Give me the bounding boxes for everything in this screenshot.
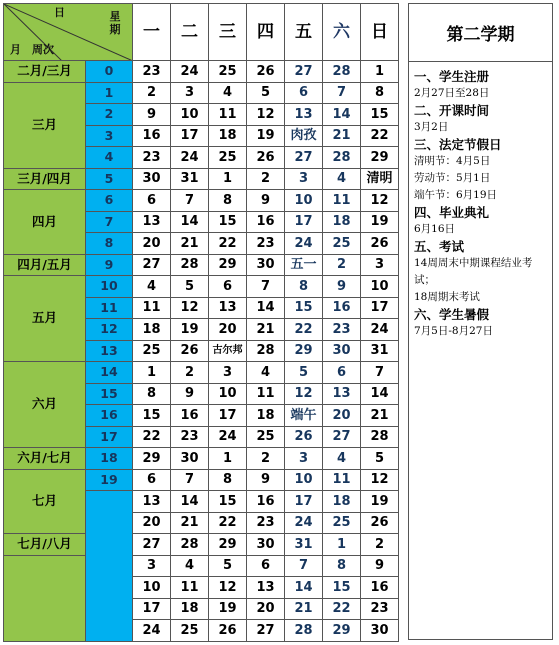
date-cell: 10: [285, 469, 323, 491]
date-cell: 31: [171, 168, 209, 190]
date-cell: 14: [323, 104, 361, 126]
date-cell: 27: [247, 620, 285, 642]
date-cell: 8: [323, 555, 361, 577]
date-cell: 21: [361, 405, 399, 427]
date-cell: 25: [133, 340, 171, 362]
week-number: 10: [86, 276, 133, 298]
holiday-cell: 端午: [285, 405, 323, 427]
date-cell: 13: [209, 297, 247, 319]
date-cell: 30: [247, 254, 285, 276]
date-cell: 6: [133, 469, 171, 491]
date-cell: 26: [361, 512, 399, 534]
date-cell: 5: [361, 448, 399, 470]
semester-notes: [409, 62, 552, 340]
note-heading: 四、毕业典礼: [414, 205, 490, 220]
date-cell: 9: [323, 276, 361, 298]
date-cell: 4: [323, 448, 361, 470]
date-cell: 2: [361, 534, 399, 556]
date-cell: 18: [323, 491, 361, 513]
date-cell: 16: [247, 211, 285, 233]
date-cell: 25: [247, 426, 285, 448]
weekday-wed: 三: [209, 4, 247, 61]
week-number: 0: [86, 61, 133, 83]
date-cell: 6: [285, 82, 323, 104]
date-cell: 15: [361, 104, 399, 126]
date-cell: 24: [171, 147, 209, 169]
date-cell: 18: [133, 319, 171, 341]
date-cell: 22: [323, 598, 361, 620]
date-cell: 1: [209, 168, 247, 190]
week-number: 9: [86, 254, 133, 276]
date-cell: 30: [171, 448, 209, 470]
date-cell: 29: [323, 620, 361, 642]
date-cell: 24: [133, 620, 171, 642]
date-cell: 25: [171, 620, 209, 642]
date-cell: 24: [285, 233, 323, 255]
date-cell: 8: [133, 383, 171, 405]
date-cell: 20: [209, 319, 247, 341]
date-cell: 24: [171, 61, 209, 83]
date-cell: 9: [247, 190, 285, 212]
month-label: 二月/三月: [4, 61, 86, 83]
date-cell: 1: [361, 61, 399, 83]
week-row: [4, 469, 399, 491]
date-cell: 27: [285, 147, 323, 169]
date-cell: 7: [361, 362, 399, 384]
date-cell: 29: [209, 534, 247, 556]
date-cell: 26: [247, 147, 285, 169]
month-label: [4, 555, 86, 641]
week-row: [4, 555, 399, 577]
note-line: 2月27日至28日: [414, 87, 490, 99]
week-number: [86, 491, 133, 642]
date-cell: 4: [133, 276, 171, 298]
date-cell: 2: [247, 168, 285, 190]
date-cell: 27: [323, 426, 361, 448]
date-cell: 10: [361, 276, 399, 298]
date-cell: 17: [285, 211, 323, 233]
note-line: 14周周末中期课程结业考试；: [414, 257, 533, 286]
holiday-cell: 肉孜: [285, 125, 323, 147]
weekday-thu: 四: [247, 4, 285, 61]
month-label: 四月: [4, 190, 86, 255]
date-cell: 5: [285, 362, 323, 384]
date-cell: 23: [171, 426, 209, 448]
date-cell: 15: [323, 577, 361, 599]
corner-weekday-label: 星期: [109, 10, 121, 36]
date-cell: 18: [209, 125, 247, 147]
note-line: 劳动节：5月1日: [414, 172, 491, 184]
month-label: 三月: [4, 82, 86, 168]
date-cell: 29: [285, 340, 323, 362]
week-row: [4, 190, 399, 212]
date-cell: 13: [247, 577, 285, 599]
date-cell: 10: [171, 104, 209, 126]
date-cell: 31: [361, 340, 399, 362]
date-cell: 11: [133, 297, 171, 319]
date-cell: 13: [323, 383, 361, 405]
date-cell: 19: [209, 598, 247, 620]
date-cell: 7: [171, 190, 209, 212]
month-label: 七月: [4, 469, 86, 534]
date-cell: 17: [133, 598, 171, 620]
week-number: 4: [86, 147, 133, 169]
date-cell: 3: [171, 82, 209, 104]
note-heading: 三、法定节假日: [414, 137, 502, 152]
date-cell: 12: [171, 297, 209, 319]
date-cell: 29: [209, 254, 247, 276]
date-cell: 26: [171, 340, 209, 362]
week-row: [4, 254, 399, 276]
date-cell: 7: [171, 469, 209, 491]
date-cell: 8: [209, 469, 247, 491]
date-cell: 3: [361, 254, 399, 276]
date-cell: 26: [247, 61, 285, 83]
date-cell: 6: [323, 362, 361, 384]
date-cell: 21: [285, 598, 323, 620]
date-cell: 16: [247, 491, 285, 513]
date-cell: 14: [361, 383, 399, 405]
week-row: [4, 362, 399, 384]
date-cell: 9: [171, 383, 209, 405]
date-cell: 22: [133, 426, 171, 448]
date-cell: 10: [209, 383, 247, 405]
week-row: [4, 168, 399, 190]
date-cell: 13: [133, 491, 171, 513]
date-cell: 13: [133, 211, 171, 233]
date-cell: 12: [361, 469, 399, 491]
date-cell: 23: [133, 61, 171, 83]
date-cell: 1: [133, 362, 171, 384]
date-cell: 19: [361, 491, 399, 513]
note-line: 7月5日-8月27日: [414, 325, 493, 337]
note-heading: 五、考试: [414, 239, 465, 254]
date-cell: 21: [247, 319, 285, 341]
date-cell: 20: [133, 233, 171, 255]
week-number: 3: [86, 125, 133, 147]
date-cell: 30: [247, 534, 285, 556]
date-cell: 20: [323, 405, 361, 427]
date-cell: 18: [323, 211, 361, 233]
date-cell: 14: [171, 211, 209, 233]
date-cell: 14: [285, 577, 323, 599]
date-cell: 16: [171, 405, 209, 427]
date-cell: 12: [285, 383, 323, 405]
date-cell: 28: [171, 534, 209, 556]
date-cell: 16: [361, 577, 399, 599]
week-row: [4, 82, 399, 104]
corner-day-label: 日: [54, 6, 65, 19]
date-cell: 3: [209, 362, 247, 384]
note-heading: 六、学生暑假: [414, 307, 490, 322]
date-cell: 24: [209, 426, 247, 448]
date-cell: 18: [247, 405, 285, 427]
date-cell: 6: [247, 555, 285, 577]
date-cell: 10: [285, 190, 323, 212]
date-cell: 7: [285, 555, 323, 577]
date-cell: 17: [209, 405, 247, 427]
date-cell: 28: [171, 254, 209, 276]
date-cell: 22: [285, 319, 323, 341]
date-cell: 6: [133, 190, 171, 212]
date-cell: 15: [133, 405, 171, 427]
date-cell: 18: [171, 598, 209, 620]
date-cell: 21: [323, 125, 361, 147]
date-cell: 12: [361, 190, 399, 212]
corner-month-label: 月: [10, 43, 21, 56]
note-heading: 二、开课时间: [414, 103, 490, 118]
date-cell: 17: [361, 297, 399, 319]
note-line: 6月16日: [414, 223, 456, 235]
date-cell: 2: [323, 254, 361, 276]
date-cell: 28: [285, 620, 323, 642]
date-cell: 27: [133, 534, 171, 556]
date-cell: 30: [361, 620, 399, 642]
week-number: 6: [86, 190, 133, 212]
date-cell: 4: [209, 82, 247, 104]
week-number: 8: [86, 233, 133, 255]
note-line: 18周期末考试: [414, 291, 480, 303]
week-row: [4, 448, 399, 470]
date-cell: 17: [285, 491, 323, 513]
date-cell: 9: [133, 104, 171, 126]
week-row: [4, 534, 399, 556]
date-cell: 12: [209, 577, 247, 599]
weekday-tue: 二: [171, 4, 209, 61]
date-cell: 26: [209, 620, 247, 642]
date-cell: 29: [133, 448, 171, 470]
date-cell: 5: [209, 555, 247, 577]
date-cell: 28: [247, 340, 285, 362]
date-cell: 1: [323, 534, 361, 556]
holiday-cell: 五一: [285, 254, 323, 276]
week-number: 16: [86, 405, 133, 427]
date-cell: 11: [247, 383, 285, 405]
date-cell: 26: [285, 426, 323, 448]
date-cell: 22: [209, 233, 247, 255]
date-cell: 6: [209, 276, 247, 298]
date-cell: 14: [247, 297, 285, 319]
date-cell: 30: [133, 168, 171, 190]
date-cell: 3: [133, 555, 171, 577]
month-label: 六月/七月: [4, 448, 86, 470]
week-number: 14: [86, 362, 133, 384]
date-cell: 4: [247, 362, 285, 384]
date-cell: 25: [209, 147, 247, 169]
date-cell: 30: [323, 340, 361, 362]
week-number: 11: [86, 297, 133, 319]
weekday-mon: 一: [133, 4, 171, 61]
date-cell: 22: [209, 512, 247, 534]
date-cell: 23: [247, 233, 285, 255]
week-number: 1: [86, 82, 133, 104]
date-cell: 23: [133, 147, 171, 169]
date-cell: 8: [285, 276, 323, 298]
month-label: 六月: [4, 362, 86, 448]
date-cell: 27: [133, 254, 171, 276]
week-row: [4, 61, 399, 83]
date-cell: 1: [209, 448, 247, 470]
date-cell: 23: [361, 598, 399, 620]
week-number: 12: [86, 319, 133, 341]
date-cell: 5: [247, 82, 285, 104]
date-cell: 4: [323, 168, 361, 190]
date-cell: 22: [361, 125, 399, 147]
month-label: 五月: [4, 276, 86, 362]
date-cell: 17: [171, 125, 209, 147]
corner-week-number-label: 周次: [32, 43, 54, 56]
week-number: 7: [86, 211, 133, 233]
date-cell: 23: [323, 319, 361, 341]
date-cell: 23: [247, 512, 285, 534]
date-cell: 29: [361, 147, 399, 169]
note-line: 清明节：4月5日: [414, 155, 491, 167]
date-cell: 19: [361, 211, 399, 233]
weekday-fri: 五: [285, 4, 323, 61]
date-cell: 9: [361, 555, 399, 577]
date-cell: 11: [323, 469, 361, 491]
date-cell: 16: [323, 297, 361, 319]
date-cell: 13: [285, 104, 323, 126]
date-cell: 28: [323, 147, 361, 169]
month-label: 七月/八月: [4, 534, 86, 556]
date-cell: 15: [285, 297, 323, 319]
holiday-cell: 古尔邦: [209, 340, 247, 362]
date-cell: 15: [209, 211, 247, 233]
semester-title: 第二学期: [409, 4, 552, 62]
calendar-table: [3, 3, 399, 642]
month-label: 四月/五月: [4, 254, 86, 276]
note-heading: 一、学生注册: [414, 69, 490, 84]
date-cell: 8: [209, 190, 247, 212]
week-row: [4, 276, 399, 298]
date-cell: 27: [285, 61, 323, 83]
date-cell: 28: [361, 426, 399, 448]
date-cell: 7: [323, 82, 361, 104]
week-number: 5: [86, 168, 133, 190]
date-cell: 24: [285, 512, 323, 534]
date-cell: 16: [133, 125, 171, 147]
note-line: 端午节：6月19日: [414, 189, 498, 201]
week-number: 18: [86, 448, 133, 470]
week-number: 17: [86, 426, 133, 448]
date-cell: 15: [209, 491, 247, 513]
date-cell: 19: [247, 125, 285, 147]
date-cell: 19: [171, 319, 209, 341]
date-cell: 28: [323, 61, 361, 83]
date-cell: 25: [323, 512, 361, 534]
month-label: 三月/四月: [4, 168, 86, 190]
week-number: 15: [86, 383, 133, 405]
header-row: [4, 4, 399, 61]
date-cell: 11: [323, 190, 361, 212]
week-number: 19: [86, 469, 133, 491]
date-cell: 26: [361, 233, 399, 255]
week-number: 13: [86, 340, 133, 362]
date-cell: 2: [171, 362, 209, 384]
corner-cell: [4, 4, 133, 61]
date-cell: 20: [247, 598, 285, 620]
date-cell: 4: [171, 555, 209, 577]
date-cell: 21: [171, 512, 209, 534]
date-cell: 25: [323, 233, 361, 255]
date-cell: 31: [285, 534, 323, 556]
date-cell: 3: [285, 168, 323, 190]
semester-info-panel: [408, 3, 553, 640]
weekday-sat: 六: [323, 4, 361, 61]
date-cell: 2: [133, 82, 171, 104]
date-cell: 24: [361, 319, 399, 341]
date-cell: 25: [209, 61, 247, 83]
holiday-cell: 清明: [361, 168, 399, 190]
date-cell: 3: [285, 448, 323, 470]
date-cell: 2: [247, 448, 285, 470]
date-cell: 14: [171, 491, 209, 513]
date-cell: 8: [361, 82, 399, 104]
date-cell: 10: [133, 577, 171, 599]
date-cell: 20: [133, 512, 171, 534]
date-cell: 21: [171, 233, 209, 255]
weekday-sun: 日: [361, 4, 399, 61]
date-cell: 11: [209, 104, 247, 126]
week-number: 2: [86, 104, 133, 126]
date-cell: 9: [247, 469, 285, 491]
date-cell: 12: [247, 104, 285, 126]
date-cell: 5: [171, 276, 209, 298]
note-line: 3月2日: [414, 121, 449, 133]
date-cell: 7: [247, 276, 285, 298]
date-cell: 11: [171, 577, 209, 599]
